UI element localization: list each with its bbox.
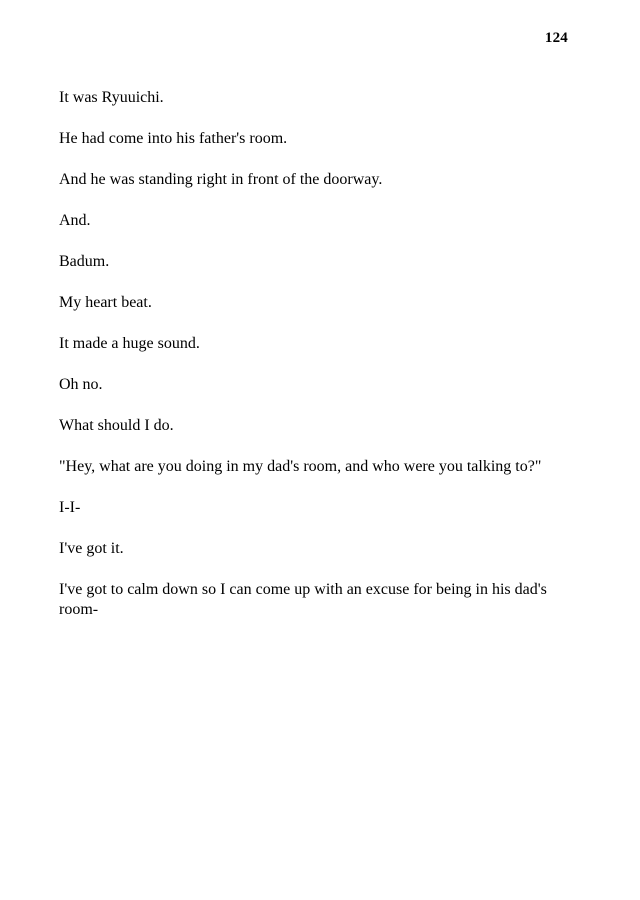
text-body xyxy=(59,88,569,641)
paragraph: I've got it. xyxy=(59,540,124,557)
paragraph: It was Ryuuichi. xyxy=(59,89,164,106)
paragraph: My heart beat. xyxy=(59,294,152,311)
paragraph: "Hey, what are you doing in my dad's room, and who were you talking to?" xyxy=(59,458,542,475)
paragraph: And. xyxy=(59,212,91,229)
paragraph: He had come into his father's room. xyxy=(59,130,288,147)
paragraph: Oh no. xyxy=(59,376,103,393)
paragraph: It made a huge sound. xyxy=(59,335,200,352)
paragraph: Badum. xyxy=(59,253,110,270)
paragraph: And he was standing right in front of the doorway. xyxy=(59,171,383,188)
page-number: 124 xyxy=(544,30,568,46)
paragraph: I've got to calm down so I can come up with an excuse for being in his dad's room- xyxy=(59,581,547,618)
paragraph: What should I do. xyxy=(59,417,174,434)
paragraph: I-I- xyxy=(59,499,81,516)
